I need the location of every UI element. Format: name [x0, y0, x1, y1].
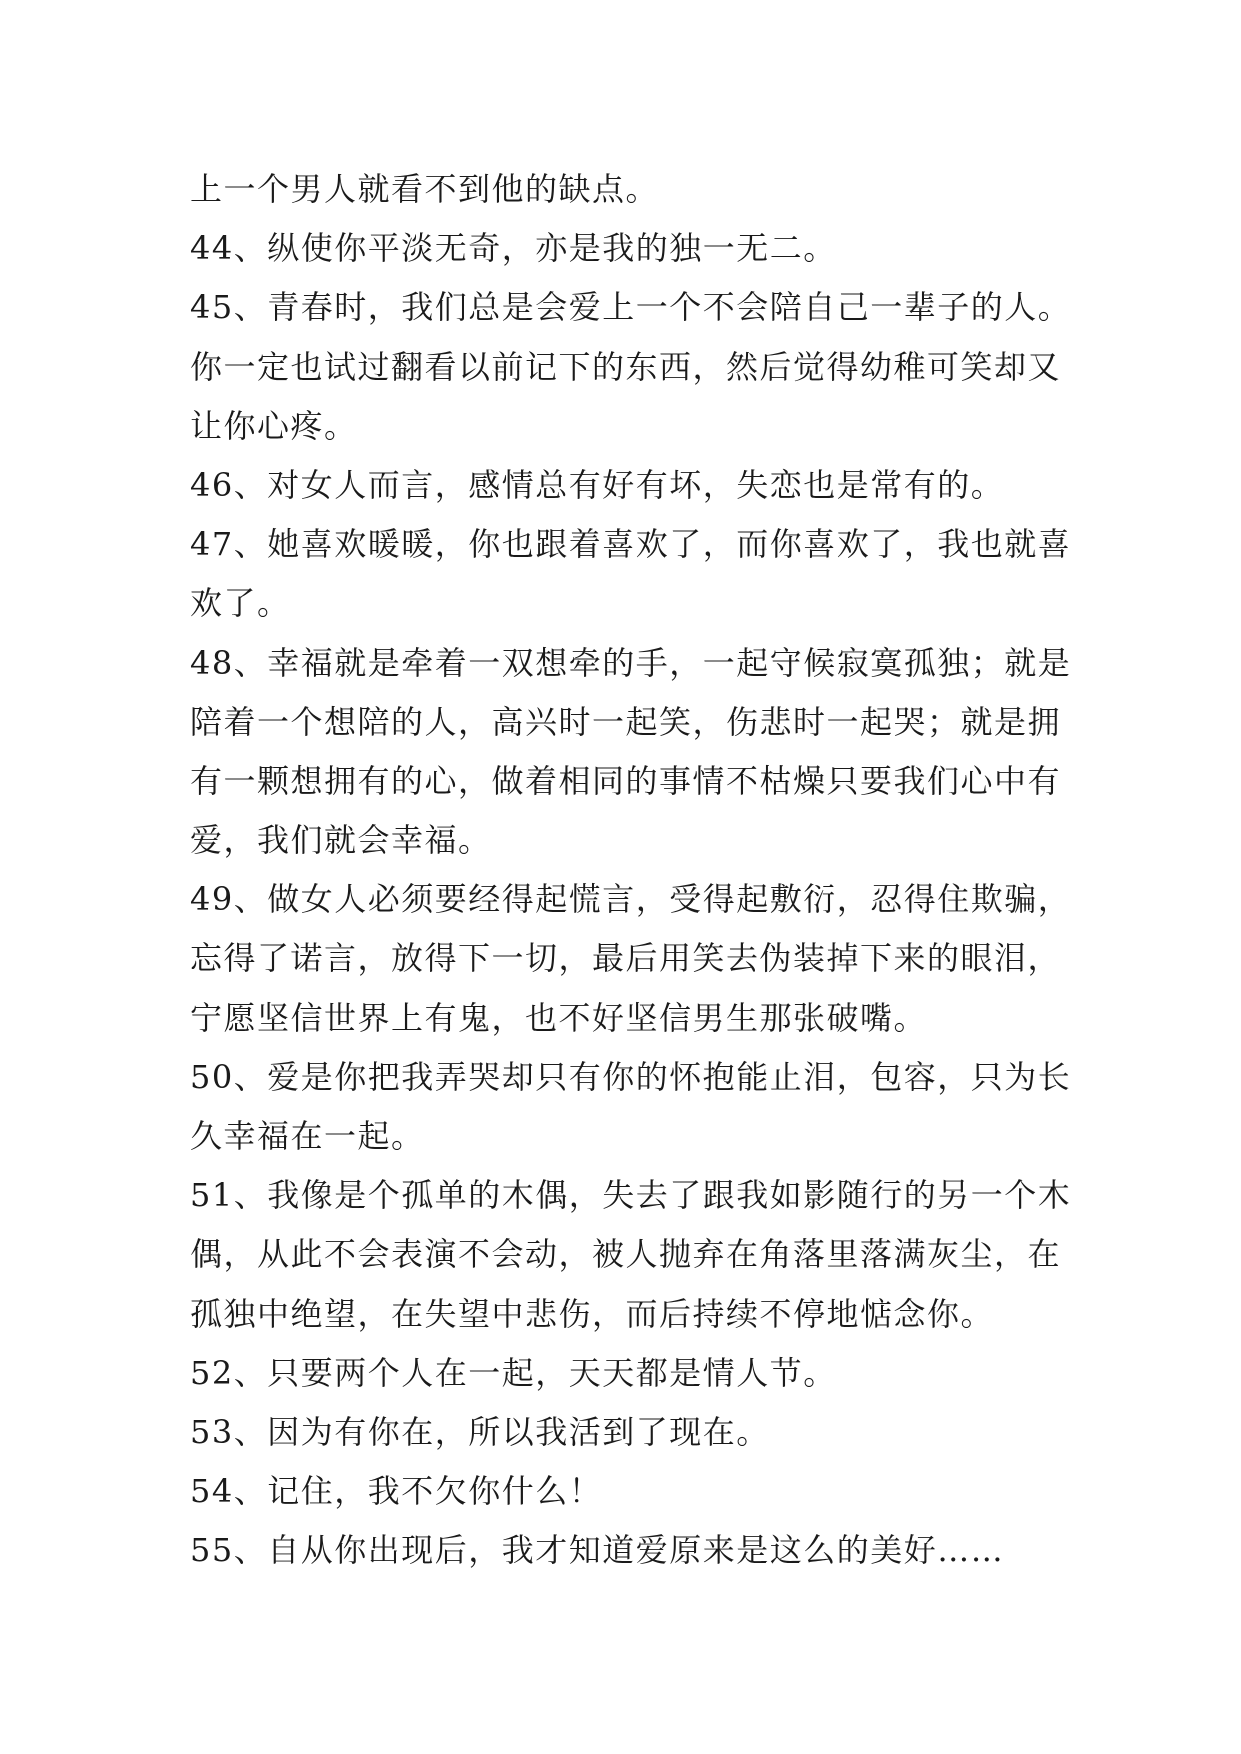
text-line: 52、只要两个人在一起，天天都是情人节。 [190, 1353, 837, 1392]
text-line: 久幸福在一起。 [190, 1117, 425, 1155]
text-line: 45、青春时，我们总是会爱上一个不会陪自己一辈子的人。 [190, 288, 1072, 327]
text-line: 孤独中绝望，在失望中悲伤，而后持续不停地惦念你。 [190, 1294, 995, 1333]
text-line: 54、记住，我不欠你什么！ [190, 1472, 603, 1511]
text-line: 44、纵使你平淡无奇，亦是我的独一无二。 [190, 229, 837, 268]
text-line: 50、爱是你把我弄哭却只有你的怀抱能止泪，包容，只为长 [190, 1057, 1072, 1096]
text-line: 偶，从此不会表演不会动，被人抛弃在角落里落满灰尘，在 [190, 1235, 1062, 1274]
text-line: 爱，我们就会幸福。 [190, 821, 492, 860]
text-line: 欢了。 [190, 584, 291, 623]
text-line: 48、幸福就是牵着一双想牵的手，一起守候寂寞孤独；就是 [190, 643, 1072, 682]
text-line: 陪着一个想陪的人，高兴时一起笑，伤悲时一起哭；就是拥 [190, 702, 1062, 741]
text-line: 忘得了诺言，放得下一切，最后用笑去伪装掉下来的眼泪， [190, 939, 1062, 978]
text-line: 46、对女人而言，感情总有好有坏，失恋也是常有的。 [190, 465, 1005, 504]
text-line: 49、做女人必须要经得起慌言，受得起敷衍，忍得住欺骗， [190, 880, 1072, 919]
text-line: 53、因为有你在，所以我活到了现在。 [190, 1412, 770, 1451]
document-body [190, 160, 1070, 1581]
text-line: 让你心疼。 [190, 406, 358, 445]
text-line: 51、我像是个孤单的木偶，失去了跟我如影随行的另一个木 [190, 1176, 1072, 1215]
text-line: 上一个男人就看不到他的缺点。 [190, 170, 660, 208]
text-line: 你一定也试过翻看以前记下的东西，然后觉得幼稚可笑却又 [190, 347, 1062, 386]
text-line: 47、她喜欢暖暖，你也跟着喜欢了，而你喜欢了，我也就喜 [190, 525, 1072, 564]
text-line: 55、自从你出现后，我才知道爱原来是这么的美好…… [190, 1531, 1005, 1570]
text-line: 宁愿坚信世界上有鬼，也不好坚信男生那张破嘴。 [190, 998, 928, 1037]
text-line: 有一颗想拥有的心，做着相同的事情不枯燥只要我们心中有 [190, 761, 1062, 800]
